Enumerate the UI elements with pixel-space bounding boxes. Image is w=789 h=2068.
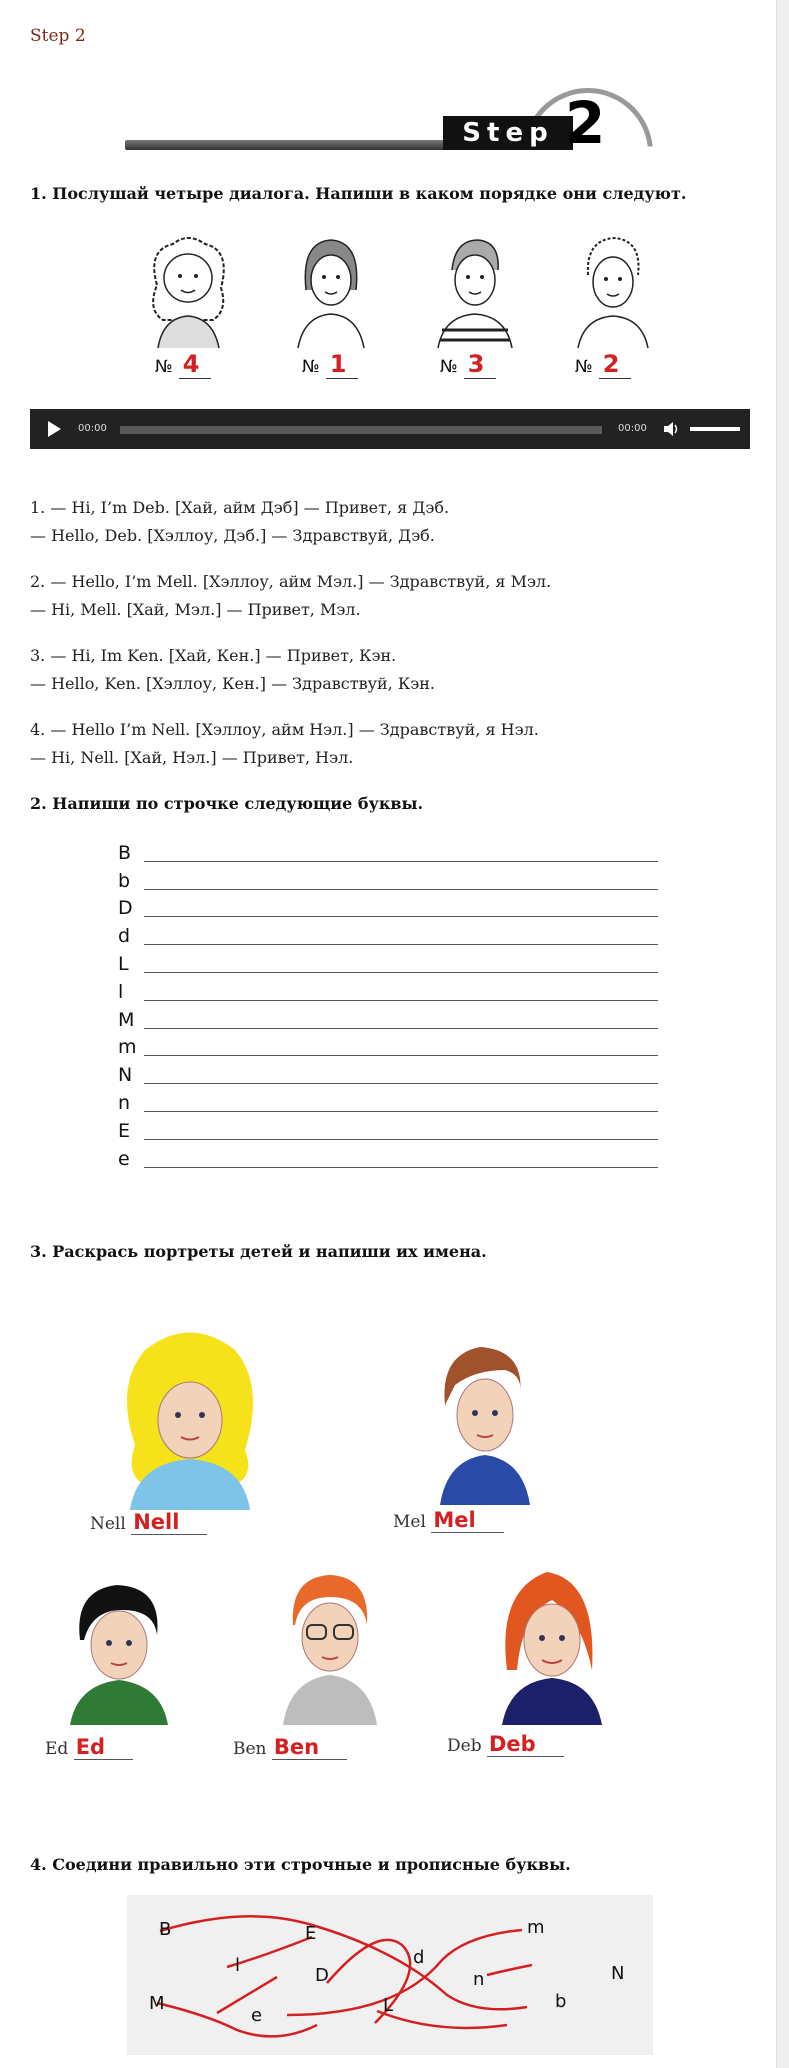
breadcrumb[interactable]: Step 2 [30, 26, 86, 46]
letter-row[interactable]: l [118, 977, 658, 1005]
letter-writing-lines [118, 838, 658, 1172]
match-letter[interactable]: m [527, 1917, 545, 1938]
portrait-ben [275, 1565, 385, 1725]
dialog-line: — Hello, Ken. [Хэллоу, Кен.] — Здравствуй, Кэн. [30, 674, 435, 693]
order-item-1: № 4 [155, 350, 211, 378]
step-banner [125, 88, 665, 160]
letter-row[interactable]: e [118, 1144, 658, 1172]
banner-bar [125, 140, 455, 150]
match-letter[interactable]: n [473, 1969, 485, 1990]
order-answer-4[interactable]: 2 [599, 350, 632, 379]
child-name-mel: Mel Mel [393, 1508, 504, 1532]
portrait-mel [425, 1335, 545, 1505]
letter-row[interactable]: d [118, 921, 658, 949]
match-letter[interactable]: l [235, 1955, 241, 1976]
task2-heading: 2. Напиши по строчке следующие буквы. [30, 794, 424, 813]
letter-row[interactable]: B [118, 838, 658, 866]
answer-ed[interactable]: Ed [74, 1735, 133, 1760]
order-answer-3[interactable]: 3 [464, 350, 497, 379]
portrait-ed [62, 1575, 182, 1725]
letter-row[interactable]: D [118, 894, 658, 922]
audio-current-time: 00:00 [78, 423, 107, 434]
order-item-3: № 3 [440, 350, 496, 378]
letter-row[interactable]: b [118, 866, 658, 894]
girl-straight-hair-drawing [286, 230, 376, 350]
child-name-nell: Nell Nell [90, 1510, 207, 1534]
answer-nell[interactable]: Nell [131, 1510, 207, 1535]
child-name-ben: Ben Ben [233, 1735, 347, 1759]
dialog-line: 1. — Hi, I’m Deb. [Хай, айм Дэб] — Привет, я Дэб. [30, 498, 450, 517]
task4-heading: 4. Соедини правильно эти строчные и прописные буквы. [30, 1855, 571, 1874]
dialog-line: — Hi, Nell. [Хай, Нэл.] — Привет, Нэл. [30, 748, 354, 767]
order-item-4: № 2 [575, 350, 631, 378]
matching-exercise [127, 1895, 653, 2055]
child-name-deb: Deb Deb [447, 1732, 564, 1756]
task1-heading: 1. Послушай четыре диалога. Напиши в каком порядке они следуют. [30, 184, 687, 203]
letter-row[interactable]: N [118, 1060, 658, 1088]
match-letter[interactable]: D [315, 1965, 329, 1986]
letter-row[interactable]: E [118, 1116, 658, 1144]
dialog-line: 4. — Hello I’m Nell. [Хэллоу, айм Нэл.] — Здравствуй, я Нэл. [30, 720, 539, 739]
play-icon[interactable] [48, 421, 61, 437]
girl-curly-drawing [133, 230, 243, 350]
audio-player [30, 409, 750, 449]
match-letter[interactable]: B [159, 1919, 172, 1940]
answer-deb[interactable]: Deb [487, 1732, 564, 1757]
dialog-line: 3. — Hi, Im Ken. [Хай, Кен.] — Привет, Кэн. [30, 646, 397, 665]
match-letter[interactable]: N [611, 1963, 625, 1984]
banner-step-number: 2 [565, 89, 606, 157]
volume-icon[interactable] [662, 420, 680, 438]
dialog-line: 2. — Hello, I’m Mell. [Хэллоу, айм Мэл.] — Здравствуй, я Мэл. [30, 572, 552, 591]
order-item-2: № 1 [302, 350, 358, 378]
boy-curly-drawing [568, 230, 658, 350]
match-letter[interactable]: M [149, 1993, 165, 2014]
task3-heading: 3. Раскрась портреты детей и напиши их имена. [30, 1242, 487, 1261]
order-answer-1[interactable]: 4 [179, 350, 212, 379]
answer-ben[interactable]: Ben [272, 1735, 347, 1760]
volume-slider[interactable] [690, 427, 740, 431]
audio-duration: 00:00 [618, 423, 647, 434]
matching-lines [127, 1895, 653, 2055]
match-letter[interactable]: E [305, 1923, 317, 1944]
portrait-nell [115, 1325, 265, 1510]
audio-progress-track[interactable] [120, 426, 602, 434]
letter-row[interactable]: n [118, 1088, 658, 1116]
page-scroll-gutter [776, 0, 789, 2068]
match-letter[interactable]: b [555, 1991, 567, 2012]
boy-striped-shirt-drawing [430, 230, 520, 350]
dialog-line: — Hi, Mell. [Хай, Мэл.] — Привет, Мэл. [30, 600, 361, 619]
order-answer-2[interactable]: 1 [326, 350, 359, 379]
letter-row[interactable]: L [118, 949, 658, 977]
answer-mel[interactable]: Mel [431, 1508, 503, 1533]
letter-row[interactable]: M [118, 1005, 658, 1033]
match-letter[interactable]: L [383, 1995, 394, 2016]
match-letter[interactable]: e [251, 2005, 263, 2026]
banner-step-word: Step [443, 116, 573, 150]
child-name-ed: Ed Ed [45, 1735, 133, 1759]
match-letter[interactable]: d [413, 1947, 425, 1968]
dialog-line: — Hello, Deb. [Хэллоу, Дэб.] — Здравствуй, Дэб. [30, 526, 435, 545]
portrait-deb [492, 1560, 612, 1725]
letter-row[interactable]: m [118, 1033, 658, 1061]
